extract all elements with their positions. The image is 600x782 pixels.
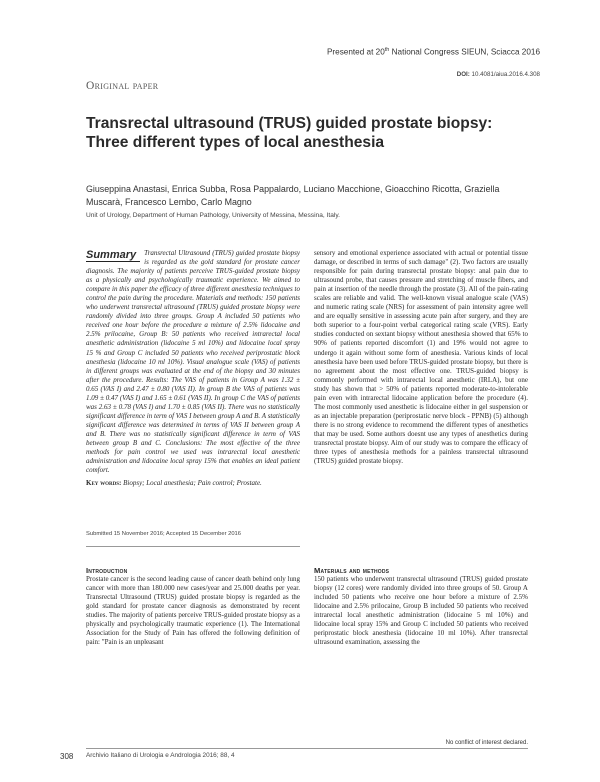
page-number: 308 bbox=[60, 752, 74, 761]
methods-section bbox=[314, 566, 528, 647]
right-column-text: sensory and emotional experience associated with actual or potential tissue damage, or described in terms of such damage" (2). Two factors are usually responsible for pain during transrectal prostate biopsy: anal pain due to ultrasound probe, that causes pressure and stretching of muscle fibers, and pain at insertion of the needle through the prostate (3). All of the pain-rating scales are reliable and valid. The well-known visual analogue scale (VAS) and numeric rating scale (NRS) for assessment of pain intensity agree well and are equally sensitive in assessing acute pain after surgery, and they are both superior to a four-point verbal categorical rating scale (VRS). Early studies conducted on sextant biopsy without anesthesia showed that 65% to 90% of patients reported discomfort (1) and 19% would not agree to undergo it again without some form of anesthesia. Various kinds of local anesthesia have been used before TRUS-guided prostate biopsy, but there is no agreement about the most effective one. TRUS-guided biopsy is commonly performed with intrarectal local anesthetic (IRLA), but one study has shown that > 50% of patients reported moderate-to-intolerable pain even with intrarectal lidocaine application before the procedure (4). The most commonly used anesthetic is lidocaine either in gel suspension or as an injectable preparation (periprostatic nerve block - PPNB) (5) although there is no strong evidence to recommend the different types of anesthetics that may be used. Some authors doesnt use any types of anesthetics during transrectal prostate biopsy. Aim of our study was to compare the efficacy of three types of anesthesia methods for a painless transrectal ultrasound (TRUS) guided prostate biopsy. bbox=[314, 249, 528, 466]
divider bbox=[86, 546, 300, 547]
doi[interactable] bbox=[457, 71, 540, 78]
conflict-note: No conflict of interest declared. bbox=[445, 740, 528, 746]
footer-divider bbox=[86, 748, 528, 749]
doi-label: DOI: bbox=[456, 71, 470, 78]
affiliation: Unit of Urology, Department of Human Pathology, University of Messina, Messina, Italy. bbox=[86, 212, 340, 219]
summary-text: Transrectal Ultrasound (TRUS) guided prostate biopsy is regarded as the gold standard for prostate cancer diagnosis. The majority of patients perceive TRUS-guided prostate biopsy as a physically and psychologically traumatic experience. We aimed to compare in this paper the efficacy of three different anesthesia techniques to control the pain during the procedure. Materials and methods: 150 patients who underwent transrectal ultrasound (TRUS) guided prostate biopsy were randomly divided into three groups. Group A included 50 patients who received one hour before the procedure a mixture of 2.5% lidocaine and 2.5% prilocaine, Group B: 50 patients who received intrarectal local anesthetic administration (lidocaine 5 ml 10%) and lidocaine local spray 15 % and Group C included 50 patients who received periprostatic block anesthesia (lidocaine 10 ml 10%). Visual analogue scale (VAS) of patients in different groups was evaluated at the end of the biopsy and 30 minutes after the procedure. Results: The VAS of patients in Group A was 1.32 ± 0.65 (VAS I) and 2.47 ± 0.80 (VAS II). In group B the VAS of patients was 1.09 ± 0.47 (VAS I) and 1.65 ± 0.61 (VAS II). In group C the VAS of patients was 2.63 ± 0.78 (VAS I) and 1.70 ± 0.85 (VAS II). There was no statistically significant difference in term of VAS I between group A and B. A statistically significant difference was determined in terms of VAS II between group A and B. There was no statistically significant difference in term of VAS between group B and C. Conclusions: The most effective of the three methods for pain control we used was intrarectal local anesthetic administration and lidocaine local spray 15% that enables an ideal patient comfort. bbox=[86, 249, 300, 475]
methods-text: 150 patients who underwent transrectal ultrasound (TRUS) guided prostate biopsy (12 cores) were randomly divided into three groups of 50. Group A included 50 patients who receive one hour before a mixture of 2.5% lidocaine and 2.5% prilocaine, Group B included 50 patients who received intrarectal local anesthetic administration (lidocaine 5 ml 10%) and lidocaine local spray 15% and Group C included 50 patients who received periprostatic block anesthesia (lidocaine 10 ml 10%). After transrectal ultrasound examination, assessing the bbox=[314, 575, 528, 647]
introduction-heading: Introduction bbox=[86, 566, 128, 575]
paper-title: Transrectal ultrasound (TRUS) guided prostate biopsy: Three different types of local anesthesia bbox=[86, 115, 493, 151]
keywords: Key words: Biopsy; Local anesthesia; Pain control; Prostate. bbox=[86, 479, 262, 488]
submission-dates: Submitted 15 November 2016; Accepted 15 December 2016 bbox=[86, 531, 242, 537]
methods-heading: Materials and methods bbox=[314, 566, 390, 575]
authors: Giuseppina Anastasi, Enrica Subba, Rosa Pappalardo, Luciano Macchione, Gioacchino Ricotta, Graziella Muscarà, Francesco Lembo, Carlo Magno bbox=[86, 184, 500, 207]
summary-heading: Summary bbox=[86, 249, 140, 262]
section-label: Original paper bbox=[86, 80, 159, 92]
introduction-section bbox=[86, 566, 300, 647]
doi-value: 10.4081/aiua.2016.4.308 bbox=[469, 71, 540, 78]
introduction-text: Prostate cancer is the second leading cause of cancer death behind only lung cancer with more than 180.000 new cases/year and 25.000 deaths per year. Transrectal Ultrasound (TRUS) guided prostate biopsy is regarded as the gold standard for prostate cancer diagnosis as demonstrated by recent studies. The majority of patients perceive TRUS-guided prostate biopsy as a physically and psychologically traumatic experience (1). The International Association for the Study of Pain has offered the following definition of pain: "Pain is an unpleasant bbox=[86, 575, 300, 647]
journal-citation: Archivio Italiano di Urologia e Andrologia 2016; 88, 4 bbox=[86, 752, 235, 759]
summary-block bbox=[86, 249, 300, 488]
congress-note: Presented at 20th National Congress SIEUN, Sciacca 2016 bbox=[326, 47, 540, 57]
